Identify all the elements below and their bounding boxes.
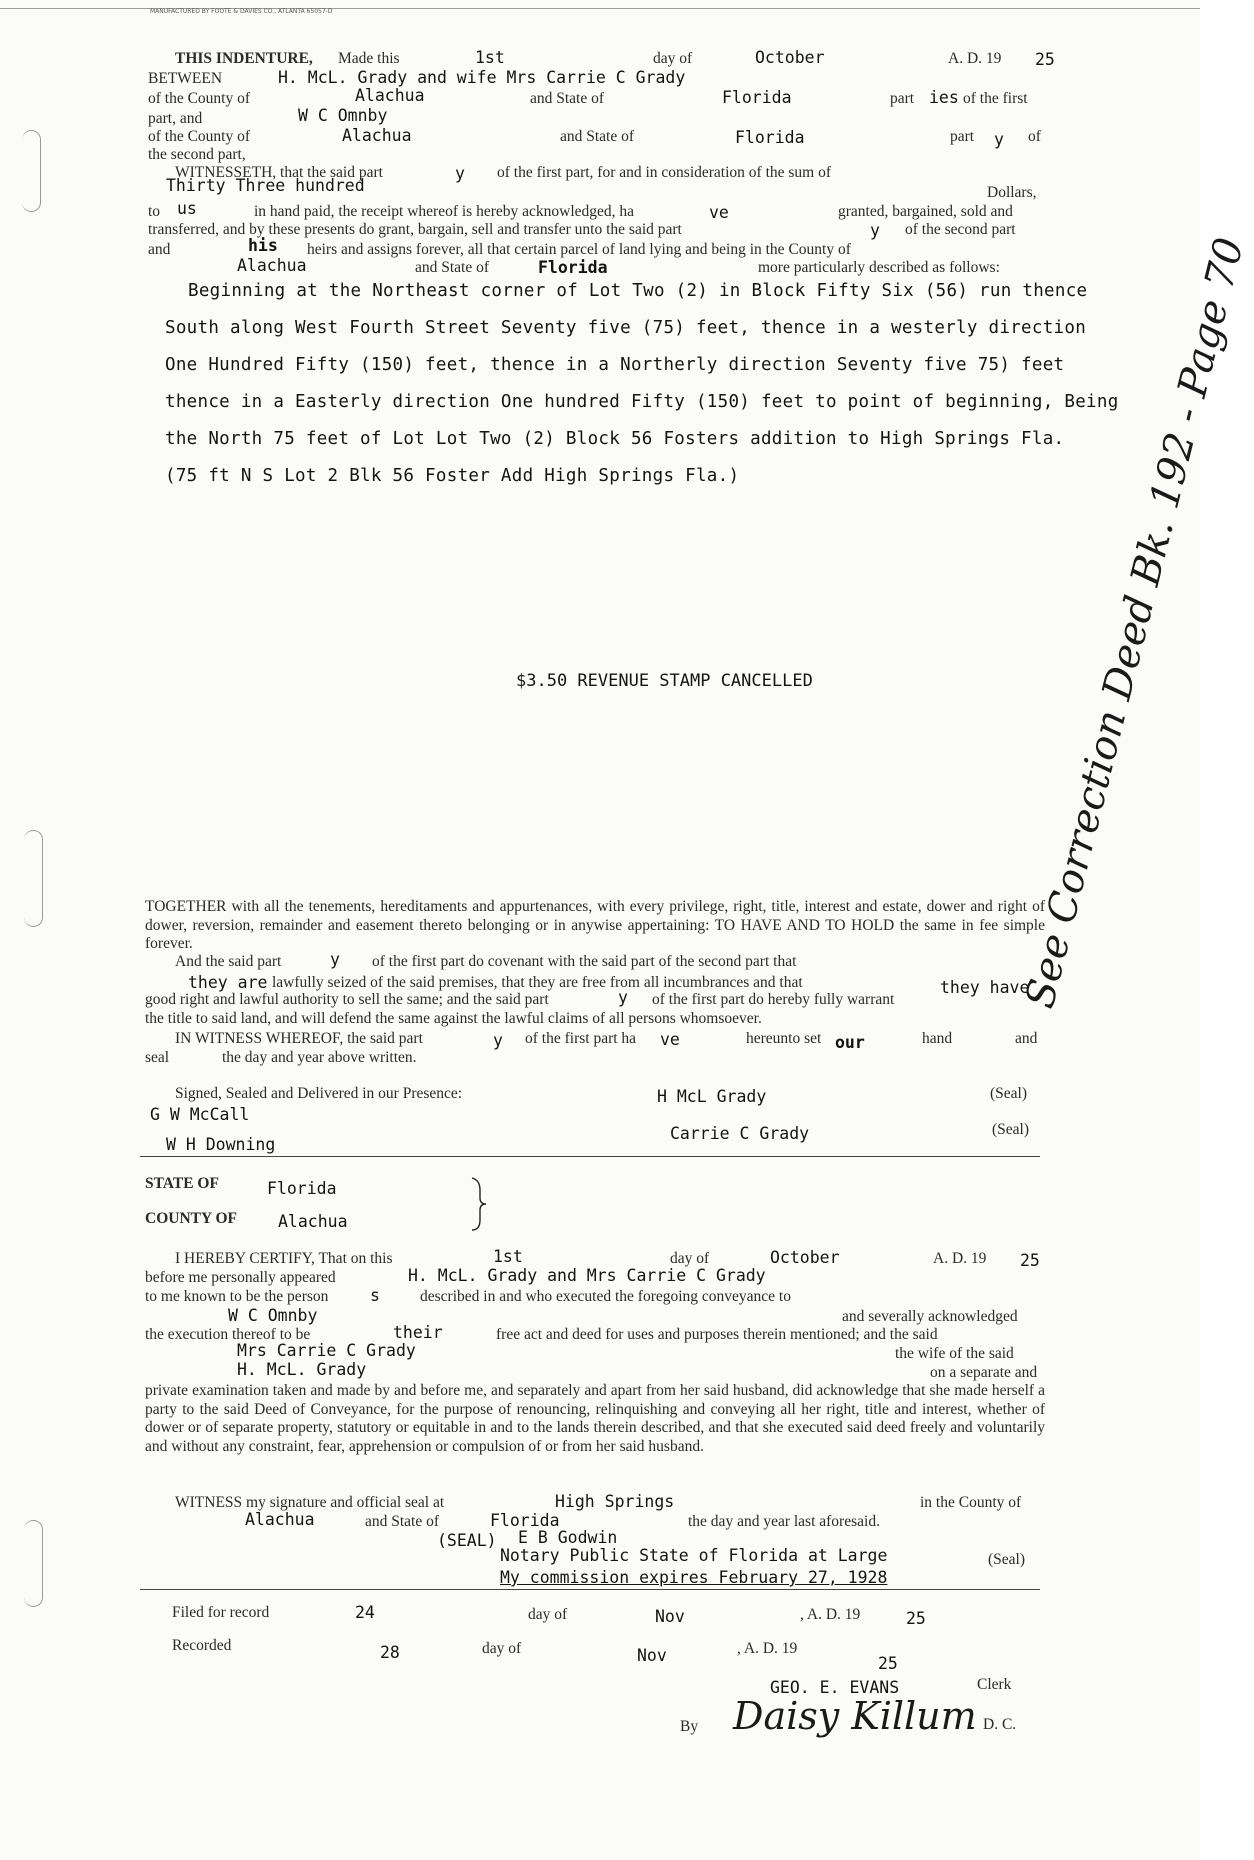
filed-label: Filed for record xyxy=(172,1604,270,1621)
parcel-and-state: and State of xyxy=(415,259,490,276)
ack-ad19: A. D. 19 xyxy=(933,1250,987,1267)
separate: on a separate and xyxy=(930,1364,1038,1381)
deputy-clerk-signature: Daisy Killum xyxy=(733,1694,977,1738)
and-state-1: and State of xyxy=(530,90,605,107)
notary-seal-mark: (SEAL) xyxy=(437,1531,497,1550)
in-witness-ve: ve xyxy=(660,1030,680,1049)
and-label: and xyxy=(148,241,171,258)
parcel-state: Florida xyxy=(538,258,608,277)
signature-divider xyxy=(140,1156,1040,1157)
seal-2: (Seal) xyxy=(992,1121,1030,1138)
made-this: Made this xyxy=(338,50,400,67)
of-the-first: of the first xyxy=(963,90,1028,107)
free-act: free act and deed for uses and purposes therein mentioned; and the said xyxy=(496,1326,938,1343)
covenant-authority: good right and lawful authority to sell the same; and the said part xyxy=(145,991,549,1008)
covenant-warrant: of the first part do hereby fully warrant xyxy=(652,991,895,1008)
binder-mark-2 xyxy=(24,830,43,927)
part-second: part xyxy=(950,128,975,145)
covenant-y2: y xyxy=(618,988,628,1007)
in-witness-a: IN WITNESS WHEREOF, the said part xyxy=(175,1030,423,1047)
state-2: Florida xyxy=(735,128,805,147)
indenture-title: THIS INDENTURE, xyxy=(175,50,313,67)
description-line-5: the North 75 feet of Lot Lot Two (2) Block 56 Fosters addition to High Springs Fla. xyxy=(165,429,1065,449)
notary-seal: (Seal) xyxy=(988,1551,1026,1568)
in-witness-c: hereunto set xyxy=(746,1030,822,1047)
recorded-ad19: , A. D. 19 xyxy=(737,1640,798,1657)
county-1: Alachua xyxy=(355,86,425,105)
county-of-label: COUNTY OF xyxy=(145,1210,237,1227)
dc-label: D. C. xyxy=(983,1716,1017,1733)
recorded-day: 28 xyxy=(380,1643,400,1662)
between: BETWEEN xyxy=(148,70,223,87)
day-of: day of xyxy=(653,50,693,67)
ack-and-state: and State of xyxy=(365,1513,440,1530)
witnesseth-b: of the first part, for and in consideration of the sum of xyxy=(497,164,832,181)
witnesseth-a: WITNESSETH, that the said part xyxy=(175,164,383,181)
wife-name: Mrs Carrie C Grady xyxy=(237,1341,416,1360)
covenant-defend: the title to said land, and will defend the same against the lawful claims of all persons whomsoever. xyxy=(145,1010,762,1027)
part-and: part, and xyxy=(148,110,203,127)
recorded-month: Nov xyxy=(637,1646,667,1665)
filed-day: 24 xyxy=(355,1603,375,1622)
to: to xyxy=(148,203,161,220)
wife-of: the wife of the said xyxy=(895,1345,1014,1362)
signed-sealed: Signed, Sealed and Delivered in our Presence: xyxy=(175,1085,463,1102)
of-label: of xyxy=(1028,128,1041,145)
revenue-stamp-note: $3.50 REVENUE STAMP CANCELLED xyxy=(516,671,813,691)
ack-state: Florida xyxy=(267,1179,337,1198)
filed-year: 25 xyxy=(906,1609,926,1628)
covenant-b: of the first part do covenant with the said part of the second part that xyxy=(372,953,797,970)
ack-county: Alachua xyxy=(278,1212,348,1231)
day-last: the day and year last aforesaid. xyxy=(688,1513,880,1530)
in-witness-b: of the first part ha xyxy=(525,1030,637,1047)
second-part-2: of the second part xyxy=(905,221,1016,238)
recorded-label: Recorded xyxy=(172,1637,232,1654)
description-line-4: thence in a Easterly direction One hundred Fifty (150) feet to point of beginning, Being xyxy=(165,392,1119,412)
grantor-1: H McL Grady xyxy=(657,1087,767,1106)
binder-mark-3 xyxy=(24,1520,43,1607)
commission-expiry: My commission expires February 27, 1928 xyxy=(500,1568,888,1587)
described-in: described in and who executed the foregoing conveyance to xyxy=(420,1288,791,1305)
description-line-3: One Hundred Fifty (150) feet, thence in a Northerly direction Seventy five 75) feet xyxy=(165,355,1065,375)
certify: I HEREBY CERTIFY, That on this xyxy=(175,1250,393,1267)
together-clause: TOGETHER with all the tenements, hereditaments and appurtenances, with every privilege, right, title, interest and estate, dower and right of dower, reversion, remainder and easement thereto belonging or in anywise appertaining: TO HAVE AND TO HOLD the same in fee simple forever. xyxy=(145,898,1045,952)
ack-month: October xyxy=(770,1248,840,1267)
transferred-line: transferred, and by these presents do grant, bargain, sell and transfer unto the said part xyxy=(148,221,682,238)
notary-name: E B Godwin xyxy=(518,1528,618,1547)
manufacturer-imprint: MANUFACTURED BY FOOTE & DAVIES CO., ATLANTA 65057-D xyxy=(150,8,333,15)
grantors: H. McL. Grady and wife Mrs Carrie C Grady xyxy=(278,68,686,87)
in-witness-seal: seal xyxy=(145,1049,170,1066)
state-1: Florida xyxy=(722,88,792,107)
and-state-2: and State of xyxy=(560,128,635,145)
ve: ve xyxy=(709,203,729,222)
more-particularly: more particularly described as follows: xyxy=(758,259,1000,276)
in-witness-our: our xyxy=(835,1033,865,1052)
ack-state-2: Florida xyxy=(490,1511,560,1530)
consideration-sum: Thirty Three hundred xyxy=(166,176,365,195)
witness-2: W H Downing xyxy=(166,1135,276,1154)
heirs-line: heirs and assigns forever, all that certain parcel of land lying and being in the County of xyxy=(307,241,851,258)
y-1: y xyxy=(994,130,1004,149)
before-me: before me personally appeared xyxy=(145,1269,336,1286)
deed-month: October xyxy=(755,48,825,67)
in-witness-day: the day and year above written. xyxy=(222,1049,417,1066)
they-have: they have xyxy=(940,978,1030,997)
second-part: the second part, xyxy=(148,146,246,163)
deed-day: 1st xyxy=(475,48,505,67)
clerk-name: GEO. E. EVANS xyxy=(770,1678,900,1697)
in-witness-y: y xyxy=(493,1031,503,1050)
parcel-county: Alachua xyxy=(237,256,307,275)
covenant-y: y xyxy=(330,950,340,969)
ack-place: High Springs xyxy=(555,1492,675,1511)
covenant-seized: lawfully seized of the said premises, that they are free from all incumbrances and that xyxy=(272,974,803,991)
ack-persons: H. McL. Grady and Mrs Carrie C Grady xyxy=(408,1266,766,1285)
recorded-day-of: day of xyxy=(482,1640,522,1657)
ack-year: 25 xyxy=(1020,1251,1040,1270)
by-label: By xyxy=(680,1718,699,1735)
in-county: in the County of xyxy=(920,1494,1022,1511)
they-are: they are xyxy=(188,973,268,992)
his: his xyxy=(248,236,278,255)
ack-s: s xyxy=(370,1286,380,1305)
ack-day-of: day of xyxy=(670,1250,710,1267)
margin-correction-note: See Correction Deed Bk. 192 - Page 70 xyxy=(1016,233,1254,1013)
filed-day-of: day of xyxy=(528,1606,568,1623)
execution: the execution thereof to be xyxy=(145,1326,311,1343)
witness-1: G W McCall xyxy=(150,1105,250,1124)
covenant-a: And the said part xyxy=(175,953,282,970)
part-first: part xyxy=(890,90,915,107)
seal-1: (Seal) xyxy=(990,1085,1028,1102)
deed-year: 25 xyxy=(1035,50,1055,69)
ack-county-2: Alachua xyxy=(245,1510,315,1529)
grantee: W C Omnby xyxy=(298,106,388,125)
ack-their: their xyxy=(393,1323,443,1342)
description-line-1: Beginning at the Northeast corner of Lot Two (2) in Block Fifty Six (56) run thence xyxy=(188,281,1088,301)
ack-grantee: W C Omnby xyxy=(228,1306,318,1325)
in-witness-and: and xyxy=(1015,1030,1038,1047)
witness-signature: WITNESS my signature and official seal at xyxy=(175,1494,445,1511)
y-2: y xyxy=(870,221,880,240)
county-2: Alachua xyxy=(342,126,412,145)
filed-ad19: , A. D. 19 xyxy=(800,1606,861,1623)
ies: ies xyxy=(929,88,959,107)
description-line-2: South along West Fourth Street Seventy five (75) feet, thence in a westerly direction xyxy=(165,318,1087,338)
of-county-1: of the County of xyxy=(148,90,251,107)
private-examination: private examination taken and made by and before me, and separately and apart from her said husband, did acknowledge that she made herself a party to the said Deed of Conveyance, for the purpose of renouncing, relinquishing and conveying all her right, title and interest, whether of dower or of separate property, statutory or equitable in and to the lands therein described, and that she executed said deed freely and voluntarily and without any constraint, fear, apprehension or compulsion of or from her said husband. xyxy=(145,1382,1045,1455)
known-to-me: to me known to be the person xyxy=(145,1288,329,1305)
grantor-2: Carrie C Grady xyxy=(670,1124,810,1143)
receipt-line: in hand paid, the receipt whereof is hereby acknowledged, ha xyxy=(254,203,635,220)
clerk-label: Clerk xyxy=(977,1676,1012,1693)
venue-brace xyxy=(468,1176,492,1232)
us: us xyxy=(177,199,197,218)
recorded-year: 25 xyxy=(878,1654,898,1673)
notary-title: Notary Public State of Florida at Large xyxy=(500,1546,888,1565)
in-witness-hand: hand xyxy=(922,1030,953,1047)
state-of-label: STATE OF xyxy=(145,1175,219,1192)
ack-day: 1st xyxy=(493,1247,523,1266)
description-line-6: (75 ft N S Lot 2 Blk 56 Foster Add High Springs Fla.) xyxy=(165,466,740,486)
ack-divider xyxy=(140,1589,1040,1590)
ad-19: A. D. 19 xyxy=(948,50,1002,67)
binder-mark-1 xyxy=(22,130,41,212)
husband-name: H. McL. Grady xyxy=(237,1360,367,1379)
severally: and severally acknowledged xyxy=(842,1308,1018,1325)
dollars: Dollars, xyxy=(987,184,1037,201)
granted-line: granted, bargained, sold and xyxy=(838,203,1013,220)
of-county-2: of the County of xyxy=(148,128,251,145)
witnesseth-y: y xyxy=(455,164,465,183)
filed-month: Nov xyxy=(655,1607,685,1626)
